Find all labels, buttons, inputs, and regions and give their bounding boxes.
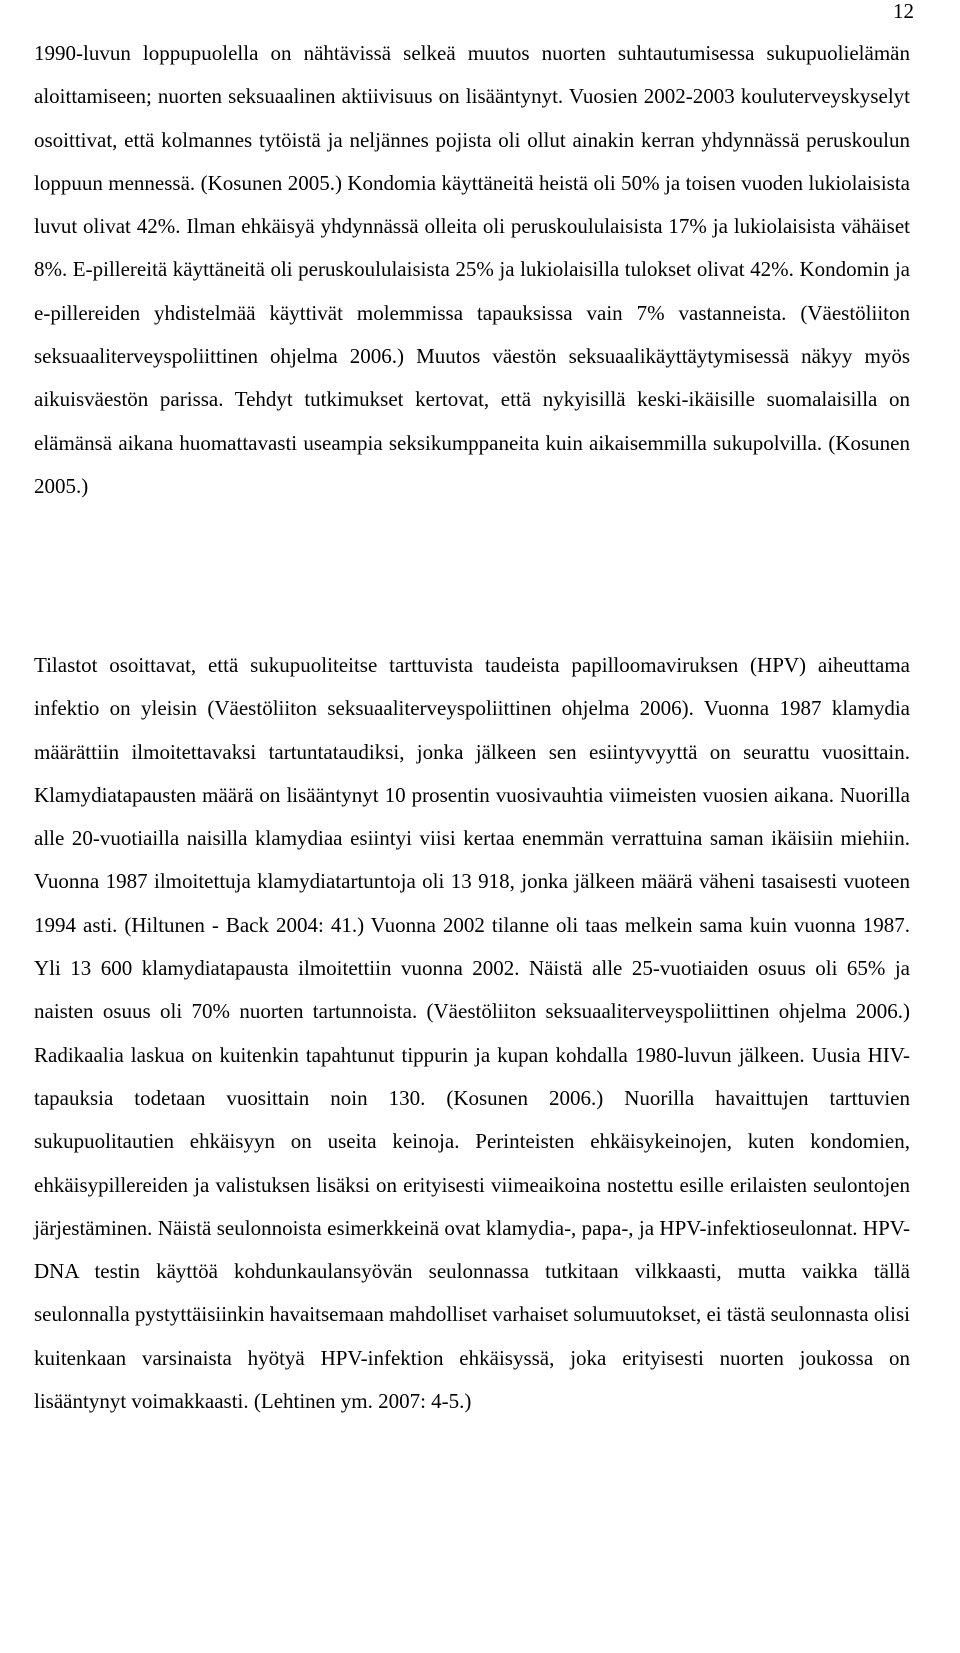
page-number: 12	[893, 0, 914, 23]
paragraph-sexual-behaviour: 1990-luvun loppupuolella on nähtävissä selkeä muutos nuorten suhtautumisessa sukupuolielämän aloittamiseen; nuorten seksuaalinen aktiivisuus on lisääntynyt. Vuosien 2002-2003 kouluterveyskyselyt osoittivat, että kolmannes tytöistä ja neljännes pojista oli ollut ainakin kerran yhdynnässä peruskoulun loppuun mennessä. (Kosunen 2005.) Kondomia käyttäneitä heistä oli 50% ja toisen vuoden lukiolaisista luvut olivat 42%. Ilman ehkäisyä yhdynnässä olleita oli peruskoululaisista 17% ja lukiolaisista vähäiset 8%. E-pillereitä käyttäneitä oli peruskoululaisista 25% ja lukiolaisilla tulokset olivat 42%. Kondomin ja e-pillereiden yhdistelmää käyttivät molemmissa tapauksissa vain 7% vastanneista. (Väestöliiton seksuaaliterveyspoliittinen ohjelma 2006.) Muutos väestön seksuaalikäyttäytymisessä näkyy myös aikuisväestön parissa. Tehdyt tutkimukset kertovat, että nykyisillä keski-ikäisille suomalaisilla on elämänsä aikana huomattavasti useampia seksikumppaneita kuin aikaisemmilla sukupolvilla. (Kosunen 2005.)	[34, 41, 910, 498]
paragraph-sti-statistics: Tilastot osoittavat, että sukupuoliteitse tarttuvista taudeista papilloomaviruksen (HPV) aiheuttama infektio on yleisin (Väestöliiton seksuaaliterveyspoliittinen ohjelma 2006). Vuonna 1987 klamydia määrättiin ilmoitettavaksi tartuntataudiksi, jonka jälkeen sen esiintyvyyttä on seurattu vuosittain. Klamydiatapausten määrä on lisääntynyt 10 prosentin vuosivauhtia viimeisten vuosien aikana. Nuorilla alle 20-vuotiailla naisilla klamydiaa esiintyi viisi kertaa enemmän verrattuina saman ikäisiin miehiin. Vuonna 1987 ilmoitettuja klamydiatartuntoja oli 13 918, jonka jälkeen määrä väheni tasaisesti vuoteen 1994 asti. (Hiltunen - Back 2004: 41.) Vuonna 2002 tilanne oli taas melkein sama kuin vuonna 1987. Yli 13 600 klamydiatapausta ilmoitettiin vuonna 2002. Näistä alle 25-vuotiaiden osuus oli 65% ja naisten osuus oli 70% nuorten tartunnoista. (Väestöliiton seksuaaliterveyspoliittinen ohjelma 2006.) Radikaalia laskua on kuitenkin tapahtunut tippurin ja kupan kohdalla 1980-luvun jälkeen. Uusia HIV- tapauksia todetaan vuosittain noin 130. (Kosunen 2006.) Nuorilla havaittujen tarttuvien sukupuolitautien ehkäisyyn on useita keinoja. Perinteisten ehkäisykeinojen, kuten kondomien, ehkäisypillereiden ja valistuksen lisäksi on erityisesti viimeaikoina nostettu esille erilaisten seulontojen järjestäminen. Näistä seulonnoista esimerkkeinä ovat klamydia-, papa-, ja HPV-infektioseulonnat. HPV-DNA testin käyttöä kohdunkaulansyövän seulonnassa tutkitaan vilkkaasti, mutta vaikka tällä seulonnalla pystyttäisiinkin havaitsemaan mahdolliset varhaiset solumuutokset, ei tästä seulonnasta olisi kuitenkaan varsinaista hyötyä HPV-infektion ehkäisyssä, joka erityisesti nuorten joukossa on lisääntynyt voimakkaasti. (Lehtinen ym. 2007: 4-5.)	[34, 653, 911, 1414]
